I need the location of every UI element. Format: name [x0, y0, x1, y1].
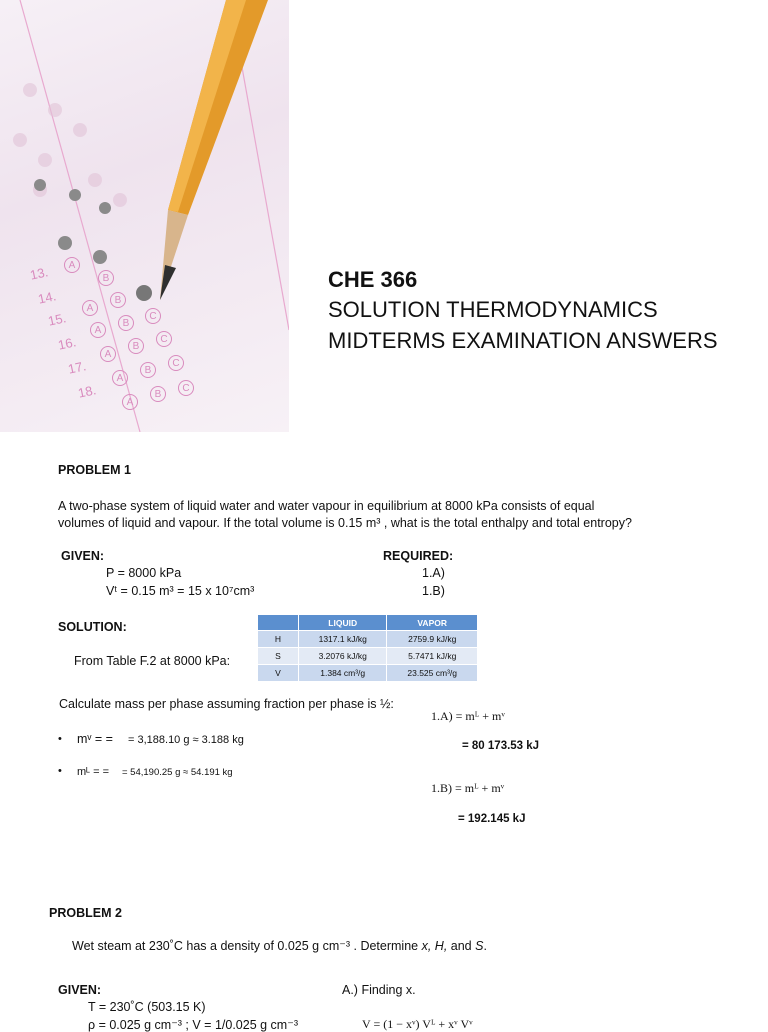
subject-title: SOLUTION THERMODYNAMICS [328, 297, 658, 322]
bullet-marker: • [58, 765, 62, 777]
answer-bubble: C [178, 380, 194, 396]
liquid-mass-lhs: mᴸ = = [77, 766, 109, 778]
problem1-statement-line1: A two-phase system of liquid water and water vapour in equilibrium at 8000 kPa consists of equal [58, 499, 595, 513]
problem2-statement-end: . [483, 939, 487, 953]
given-label: GIVEN: [61, 549, 105, 563]
table-reference: From Table F.2 at 8000 kPa: [74, 654, 231, 668]
table-cell: 3.2076 kJ/kg [299, 648, 387, 665]
problem2-heading: PROBLEM 2 [49, 906, 122, 920]
table-cell: 1.384 cm³/g [299, 665, 387, 682]
solution-label: SOLUTION: [58, 620, 127, 634]
course-code: CHE 366 [328, 267, 418, 292]
table-header-row [258, 615, 478, 631]
answer-bubble: A [64, 257, 80, 273]
given-volume: Vᵗ = 0.15 m³ = 15 x 10⁷cm³ [106, 584, 255, 598]
table-cell: V [258, 665, 299, 682]
bullet-marker: • [58, 733, 62, 745]
equation-1a: 1.A) = mᴸ + mᵛ [431, 709, 505, 723]
problem1-heading: PROBLEM 1 [58, 463, 131, 477]
mass-intro: Calculate mass per phase assuming fraction per phase is ½: [59, 697, 394, 711]
row-number: 15. [46, 310, 68, 329]
answer-bubble: C [168, 355, 184, 371]
problem2-statement [72, 938, 487, 953]
table-cell: H [258, 631, 299, 648]
volume-equation: V = (1 − xᵛ) Vᴸ + xᵛ Vᵛ [362, 1017, 473, 1031]
problem2-statement-vars: x, H, [421, 939, 448, 953]
answer-bubble: B [140, 362, 156, 378]
table-row [258, 631, 478, 648]
table-cell: 23.525 cm³/g [387, 665, 478, 682]
liquid-mass-result: = 54,190.25 g ≈ 54.191 kg [122, 767, 233, 778]
row-number: 17. [66, 358, 88, 377]
answer-bubble: B [128, 338, 144, 354]
required-b: 1.B) [422, 584, 445, 598]
row-number: 14. [36, 288, 58, 307]
problem2-given-label: GIVEN: [58, 983, 102, 997]
table-cell: S [258, 648, 299, 665]
answer-bubble: A [122, 394, 138, 410]
answer-bubble: A [90, 322, 106, 338]
table-header-cell [258, 615, 299, 631]
answer-bubble: B [110, 292, 126, 308]
answer-bubble: A [112, 370, 128, 386]
filled-bubble [136, 285, 152, 301]
row-number: 18. [76, 382, 98, 401]
row-number: 13. [28, 264, 50, 283]
problem2-given-density: ρ = 0.025 g cm⁻³ ; V = 1/0.025 g cm⁻³ [88, 1018, 298, 1032]
given-pressure: P = 8000 kPa [106, 566, 182, 580]
answer-bubble: C [145, 308, 161, 324]
table-header-cell: VAPOR [387, 615, 478, 631]
table-row [258, 665, 478, 682]
required-label: REQUIRED: [383, 549, 454, 563]
answer-bubble: B [98, 270, 114, 286]
header-photo [0, 0, 289, 432]
table-header-cell: LIQUID [299, 615, 387, 631]
vapor-mass-result: = 3,188.10 g ≈ 3.188 kg [128, 734, 244, 746]
table-cell: 5.7471 kJ/kg [387, 648, 478, 665]
answer-bubble: A [82, 300, 98, 316]
equation-1b: 1.B) = mᴸ + mᵛ [431, 781, 505, 795]
vapor-mass-lhs: mᵛ = = [77, 732, 113, 746]
problem1-statement-line2: volumes of liquid and vapour. If the total volume is 0.15 m³ , what is the total enthalpy and total entropy? [58, 516, 632, 530]
problem2-statement-text: Wet steam at 230˚C has a density of 0.025 g cm⁻³ . Determine [72, 939, 422, 953]
table-row [258, 648, 478, 665]
problem2-statement-s: S [475, 939, 484, 953]
row-number: 16. [56, 334, 78, 353]
problem2-statement-and: and [447, 939, 476, 953]
answer-bubble: A [100, 346, 116, 362]
steam-property-table [257, 614, 478, 682]
finding-x-label: A.) Finding x. [342, 983, 416, 997]
answer-bubble: B [150, 386, 166, 402]
answer-1a: = 80 173.53 kJ [462, 740, 540, 752]
required-a: 1.A) [422, 566, 445, 580]
table-cell: 1317.1 kJ/kg [299, 631, 387, 648]
answer-1b: = 192.145 kJ [458, 813, 526, 825]
answer-bubble: C [156, 331, 172, 347]
table-cell: 2759.9 kJ/kg [387, 631, 478, 648]
exam-title: MIDTERMS EXAMINATION ANSWERS [328, 328, 718, 353]
problem2-given-temperature: T = 230˚C (503.15 K) [88, 1000, 206, 1014]
answer-bubble: B [118, 315, 134, 331]
